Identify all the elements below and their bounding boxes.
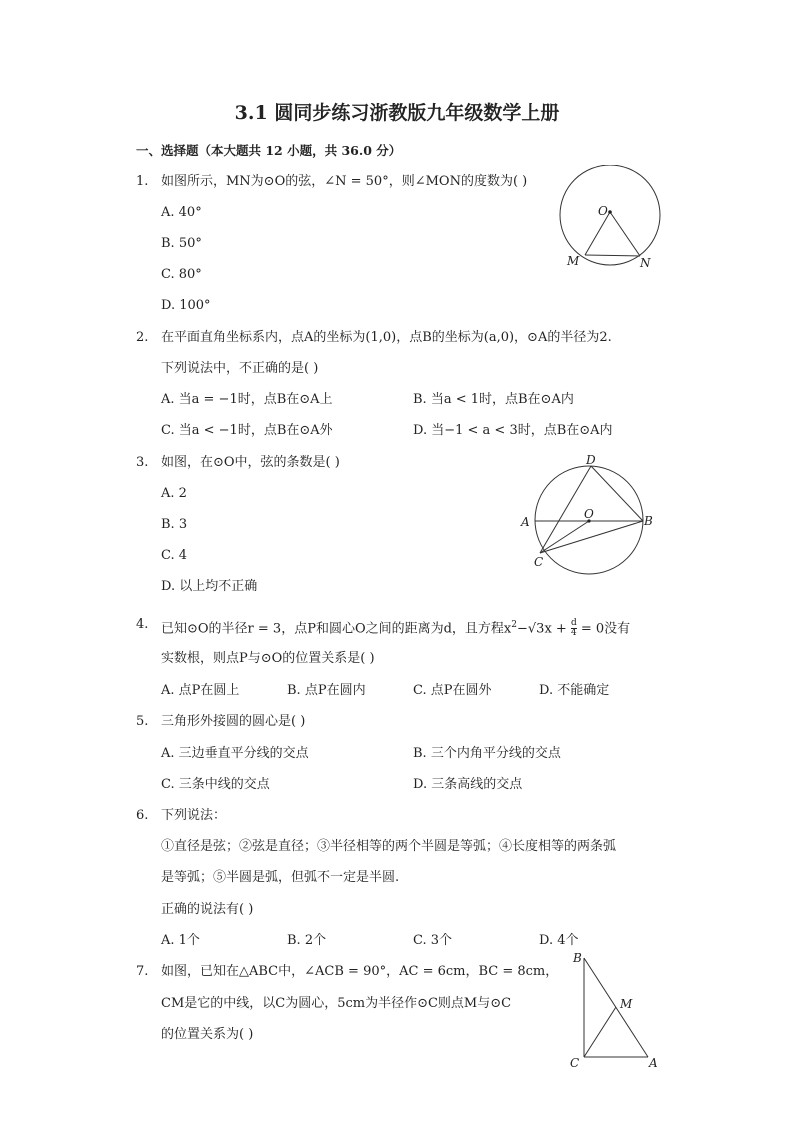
frac-denominator: 4 (570, 628, 577, 639)
label-m: M (567, 254, 580, 268)
question-stem: 如图，在⊙O中，弦的条数是( ) (161, 455, 340, 470)
question-stem: 如图所示，MN为⊙O的弦，∠N = 50°，则∠MON的度数为( ) (161, 174, 528, 189)
label-a: A (649, 1056, 658, 1070)
option-c: C. 三条中线的交点 (161, 777, 270, 792)
question-stem: 在平面直角坐标系内，点A的坐标为(1,0)，点B的坐标为(a,0)，⊙A的半径为2. (161, 330, 612, 345)
question-stem-line3: 是等弧；⑤半圆是弧，但弧不一定是半圆. (161, 870, 400, 885)
question-number: 6. (136, 808, 149, 823)
label-n: N (640, 256, 651, 270)
option-d: D. 100° (161, 298, 211, 313)
question-stem-line2: 下列说法中，不正确的是( ) (161, 361, 319, 376)
center-point (608, 210, 612, 214)
question-number: 1. (136, 174, 149, 189)
question-stem (161, 617, 630, 638)
option-b: B. 三个内角平分线的交点 (413, 746, 561, 761)
option-d: D. 不能确定 (539, 683, 610, 698)
option-d: D. 以上均不正确 (161, 579, 258, 594)
option-b: B. 3 (161, 517, 188, 532)
option-d: D. 当−1 < a < 3时，点B在⊙A内 (413, 423, 613, 438)
circle-o (560, 165, 660, 265)
question-stem-line4: 正确的说法有( ) (161, 902, 254, 917)
label-a: A (521, 515, 530, 529)
question-number: 3. (136, 455, 149, 470)
option-b: B. 点P在圆内 (287, 683, 366, 698)
question-stem: 下列说法： (161, 808, 227, 823)
label-c: C (534, 555, 544, 569)
option-a: A. 点P在圆上 (161, 683, 240, 698)
question-number: 5. (136, 714, 149, 729)
stem-part-a: 已知⊙O的半径r = 3，点P和圆心O之间的距离为d，且方程x (161, 621, 512, 637)
stem-part-b: −√3x + (517, 621, 567, 637)
option-b: B. 2个 (287, 933, 327, 948)
option-c: C. 4 (161, 548, 188, 563)
radius-co (540, 521, 589, 553)
label-c: C (570, 1056, 580, 1070)
figure-right-triangle (566, 950, 666, 1072)
option-a: A. 当a = −1时，点B在⊙A上 (161, 392, 333, 407)
fraction-d-over-4 (571, 619, 577, 638)
option-a: A. 三边垂直平分线的交点 (161, 746, 309, 761)
label-o: O (584, 507, 594, 521)
option-d: D. 4个 (539, 933, 579, 948)
question-stem: 三角形外接圆的圆心是( ) (161, 714, 306, 729)
figure-circle-mon (556, 165, 666, 273)
question-number: 4. (136, 617, 149, 632)
question-stem-line3: 的位置关系为( ) (161, 1027, 254, 1042)
segment-on (610, 212, 640, 256)
option-c: C. 点P在圆外 (413, 683, 492, 698)
option-a: A. 2 (161, 486, 187, 501)
question-stem-line2: 实数根，则点P与⊙O的位置关系是( ) (161, 651, 375, 666)
option-b: B. 50° (161, 236, 202, 251)
option-b: B. 当a < 1时，点B在⊙A内 (413, 392, 574, 407)
page-title: 3.1 圆同步练习浙教版九年级数学上册 (234, 102, 560, 124)
option-a: A. 40° (161, 205, 202, 220)
question-number: 2. (136, 330, 149, 345)
chord-mn (585, 255, 640, 256)
option-c: C. 80° (161, 267, 202, 282)
question-stem: 如图，已知在△ABC中，∠ACB = 90°，AC = 6cm，BC = 8cm， (161, 964, 559, 979)
label-b: B (573, 951, 582, 965)
section-heading: 一、选择题（本大题共 12 小题，共 36.0 分） (136, 143, 402, 158)
label-d: D (586, 453, 596, 467)
figure-circle-chords (518, 450, 668, 580)
label-o: O (598, 204, 608, 218)
option-c: C. 当a < −1时，点B在⊙A外 (161, 423, 333, 438)
exponent: 2 (511, 620, 517, 630)
label-b: B (644, 514, 653, 528)
question-stem-line2: CM是它的中线，以C为圆心，5cm为半径作⊙C则点M与⊙C (161, 996, 512, 1011)
option-a: A. 1个 (161, 933, 200, 948)
frac-numerator: d (570, 618, 577, 629)
option-c: C. 3个 (413, 933, 453, 948)
question-stem-line2: ①直径是弦；②弦是直径；③半径相等的两个半圆是等弧；④长度相等的两条弧 (161, 839, 617, 854)
question-number: 7. (136, 964, 149, 979)
segment-om (585, 212, 610, 255)
median-cm (584, 1007, 616, 1057)
stem-part-c: = 0没有 (580, 621, 631, 637)
option-d: D. 三条高线的交点 (413, 777, 523, 792)
label-m: M (620, 997, 633, 1011)
